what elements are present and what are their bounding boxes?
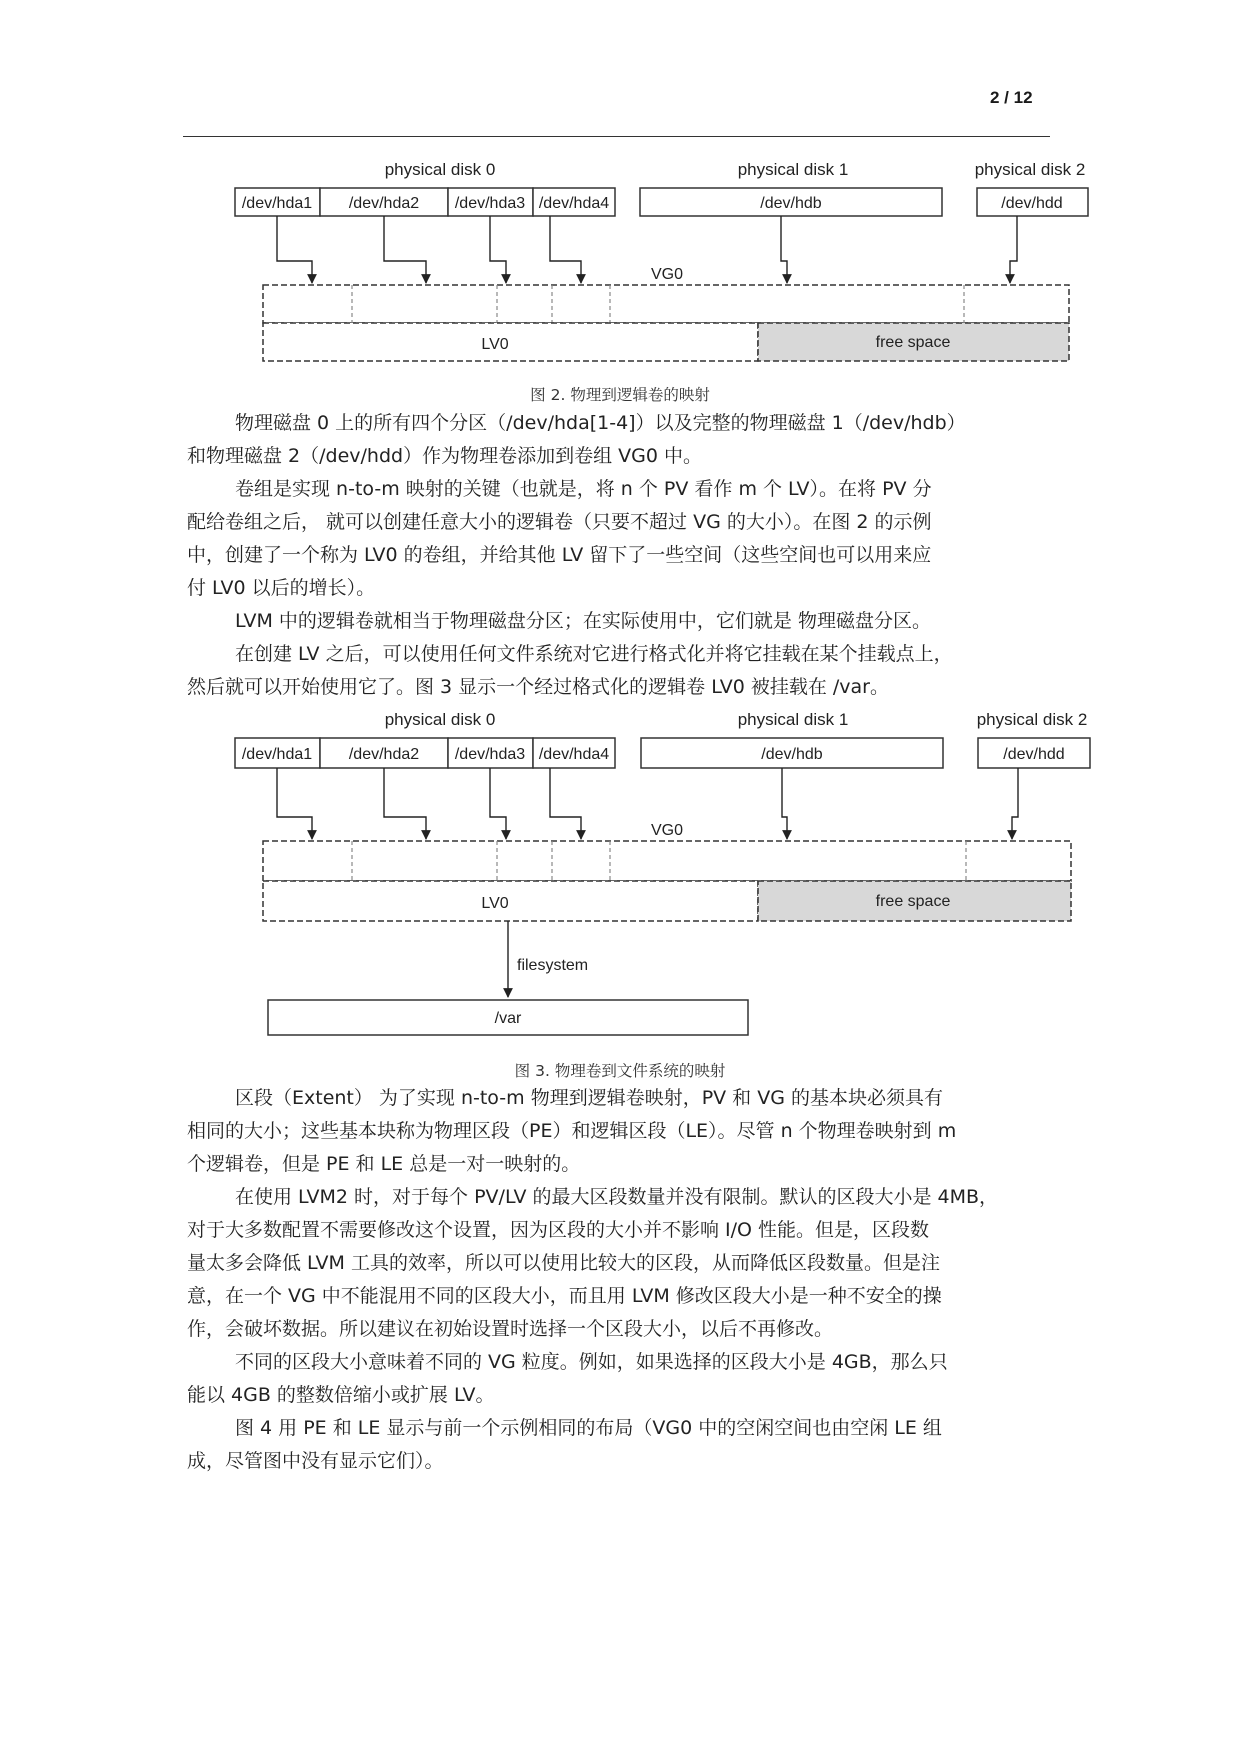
paragraph-line: 能以 4GB 的整数倍缩小或扩展 LV。 [187, 1384, 495, 1406]
paragraph [187, 1181, 1057, 1346]
lv0-label: LV0 [481, 336, 509, 353]
paragraph-line: 个逻辑卷，但是 PE 和 LE 总是一对一映射的。 [187, 1153, 581, 1175]
paragraph [187, 638, 1057, 704]
paragraph-line: 卷组是实现 n-to-m 映射的关键（也就是，将 n 个 PV 看作 m 个 LV）。在将 PV 分 [235, 478, 932, 500]
paragraph-line: 图 4 用 PE 和 LE 显示与前一个示例相同的布局（VG0 中的空闲空间也由空闲 LE 组 [235, 1417, 942, 1439]
figure-3-caption: 图 3. 物理卷到文件系统的映射 [514, 1062, 726, 1080]
partition-hda1: /dev/hda1 [241, 746, 313, 763]
lv0-box [263, 323, 758, 361]
figure-2-caption: 图 2. 物理到逻辑卷的映射 [530, 386, 710, 404]
paragraph-line: 成，尽管图中没有显示它们）。 [187, 1450, 444, 1472]
figure-2-diagram [230, 155, 1090, 370]
filesystem-label: filesystem [517, 957, 589, 974]
paragraph-line: LVM 中的逻辑卷就相当于物理磁盘分区；在实际使用中，它们就是 物理磁盘分区。 [235, 610, 931, 632]
disk-label-0: physical disk 0 [384, 710, 496, 729]
var-mount-label: /var [494, 1010, 522, 1027]
paragraph [187, 1412, 1057, 1478]
figure-2 [230, 155, 1090, 370]
disk-label-2: physical disk 2 [976, 710, 1088, 729]
paragraph-line: 相同的大小；这些基本块称为物理区段（PE）和逻辑区段（LE）。尽管 n 个物理卷映射到 m [187, 1120, 957, 1142]
paragraph-line: 对于大多数配置不需要修改这个设置，因为区段的大小并不影响 I/O 性能。但是，区段数 [187, 1219, 930, 1241]
mapping-arrows [277, 216, 1017, 283]
partition-hda2: /dev/hda2 [348, 746, 420, 763]
vg0-label: VG0 [650, 266, 684, 283]
disk-label-0: physical disk 0 [384, 160, 496, 179]
paragraph-line: 区段（Extent） 为了实现 n-to-m 物理到逻辑卷映射，PV 和 VG 的基本块必须具有 [235, 1087, 943, 1109]
paragraph-line: 中，创建了一个称为 LV0 的卷组，并给其他 LV 留下了一些空间（这些空间也可以用来应 [187, 544, 932, 566]
partition-hdb: /dev/hdb [761, 746, 823, 763]
paragraph-line: 在创建 LV 之后，可以使用任何文件系统对它进行格式化并将它挂载在某个挂载点上， [235, 643, 953, 665]
vg0-label: VG0 [650, 822, 684, 839]
mapping-arrows [277, 768, 1018, 839]
header-rule [183, 136, 1050, 137]
paragraph-line: 和物理磁盘 2（/dev/hdd）作为物理卷添加到卷组 VG0 中。 [187, 445, 702, 467]
partition-hda3: /dev/hda3 [454, 195, 526, 212]
free-space-label: free space [875, 893, 951, 910]
disk-label-2: physical disk 2 [974, 160, 1086, 179]
paragraph-line: 意，在一个 VG 中不能混用不同的区段大小，而且用 LVM 修改区段大小是一种不安全的操 [187, 1285, 942, 1307]
paragraph-line: 物理磁盘 0 上的所有四个分区（/dev/hda[1-4]）以及完整的物理磁盘 1（/dev/hdb） [235, 412, 966, 434]
free-space-label: free space [875, 334, 951, 351]
paragraph [187, 473, 1057, 605]
lv0-box [263, 881, 758, 921]
partition-hdb: /dev/hdb [760, 195, 822, 212]
partition-hda2: /dev/hda2 [348, 195, 420, 212]
paragraph-line: 付 LV0 以后的增长）。 [187, 577, 376, 599]
partition-hda1: /dev/hda1 [241, 195, 313, 212]
figure-3-diagram [230, 705, 1100, 1050]
paragraph-line: 在使用 LVM2 时，对于每个 PV/LV 的最大区段数量并没有限制。默认的区段大小是 4MB， [235, 1186, 999, 1208]
paragraph-line: 量太多会降低 LVM 工具的效率，所以可以使用比较大的区段，从而降低区段数量。但是注 [187, 1252, 940, 1274]
partition-hda4: /dev/hda4 [538, 195, 610, 212]
partition-hda4: /dev/hda4 [538, 746, 610, 763]
disk-label-1: physical disk 1 [737, 160, 849, 179]
paragraph-line: 然后就可以开始使用它了。图 3 显示一个经过格式化的逻辑卷 LV0 被挂载在 /var。 [187, 676, 889, 698]
paragraph-line: 不同的区段大小意味着不同的 VG 粒度。例如，如果选择的区段大小是 4GB，那么只 [235, 1351, 948, 1373]
partition-hdd: /dev/hdd [1001, 195, 1063, 212]
paragraph [187, 1082, 1057, 1181]
partition-hdd: /dev/hdd [1003, 746, 1065, 763]
paragraph [187, 1346, 1057, 1412]
partition-hda3: /dev/hda3 [454, 746, 526, 763]
lv0-label: LV0 [481, 895, 509, 912]
paragraph [187, 407, 1057, 473]
page-number: 2 / 12 [990, 88, 1033, 107]
disk-label-1: physical disk 1 [737, 710, 849, 729]
paragraph [187, 605, 1057, 638]
figure-3 [230, 705, 1100, 1050]
paragraph-line: 作，会破坏数据。所以建议在初始设置时选择一个区段大小，以后不再修改。 [187, 1318, 834, 1340]
paragraph-line: 配给卷组之后， 就可以创建任意大小的逻辑卷（只要不超过 VG 的大小）。在图 2 的示例 [187, 511, 932, 533]
